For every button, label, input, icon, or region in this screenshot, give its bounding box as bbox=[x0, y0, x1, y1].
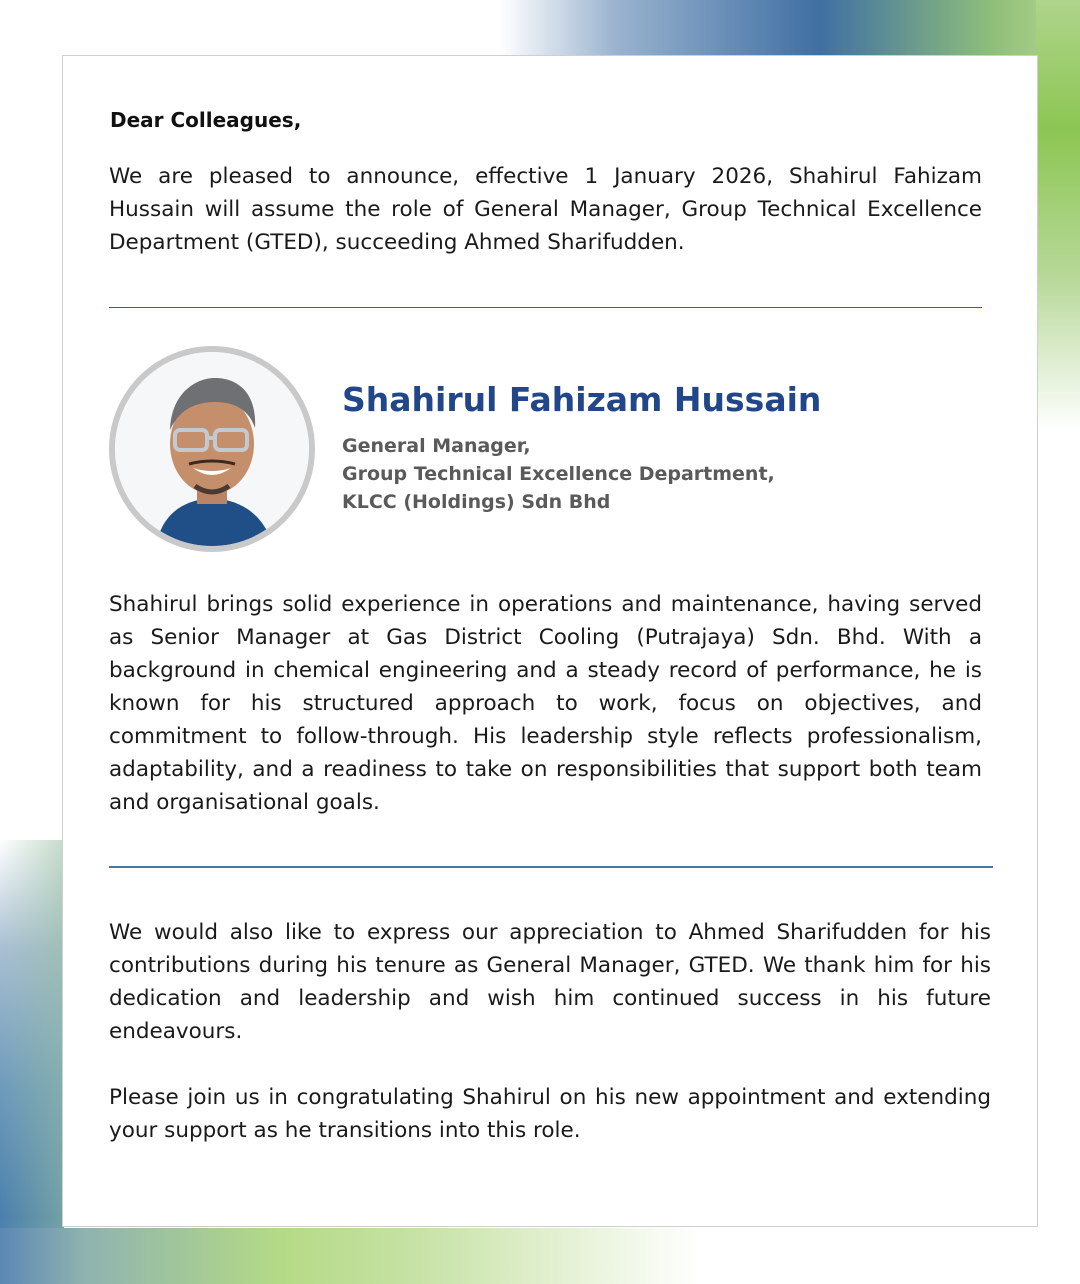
profile-title-line3: KLCC (Holdings) Sdn Bhd bbox=[342, 491, 611, 513]
profile-photo bbox=[109, 346, 315, 552]
greeting: Dear Colleagues, bbox=[110, 108, 302, 132]
appreciation-paragraph: We would also like to express our appreciation to Ahmed Sharifudden for his contributions during his tenure as General Manager, GTED. We thank him for his dedication and leadership and wish him continued success in his future endeavours. bbox=[109, 920, 991, 1044]
divider bbox=[109, 307, 982, 308]
person-portrait-icon bbox=[115, 352, 309, 546]
decorative-gradient-bottom bbox=[0, 1228, 700, 1284]
profile-name: Shahirul Fahizam Hussain bbox=[342, 380, 822, 419]
announcement-card bbox=[62, 55, 1038, 1227]
bio-paragraph: Shahirul brings solid experience in operations and maintenance, having served as Senior Manager at Gas District Cooling (Putrajaya) Sdn. Bhd. With a background in chemical engineering and a steady record of performance, he is known for his structured approach to work, focus on objectives, and commitment to follow-through. His leadership style reflects professionalism, adaptability, and a readiness to take on responsibilities that support both team and organisational goals. bbox=[109, 592, 982, 815]
intro-paragraph: We are pleased to announce, effective 1 January 2026, Shahirul Fahizam Hussain will assume the role of General Manager, Group Technical Excellence Department (GTED), succeeding Ahmed Sharifudden. bbox=[109, 164, 982, 255]
profile-title bbox=[342, 432, 775, 516]
divider bbox=[109, 866, 993, 868]
profile-title-line1: General Manager, bbox=[342, 435, 531, 457]
decorative-gradient-right bbox=[1036, 0, 1080, 430]
profile-title-line2: Group Technical Excellence Department, bbox=[342, 463, 775, 485]
closing-paragraph: Please join us in congratulating Shahirul on his new appointment and extending your support as he transitions into this role. bbox=[109, 1085, 991, 1143]
decorative-gradient-left-overlay bbox=[0, 840, 64, 1284]
decorative-gradient-top bbox=[500, 0, 1080, 60]
